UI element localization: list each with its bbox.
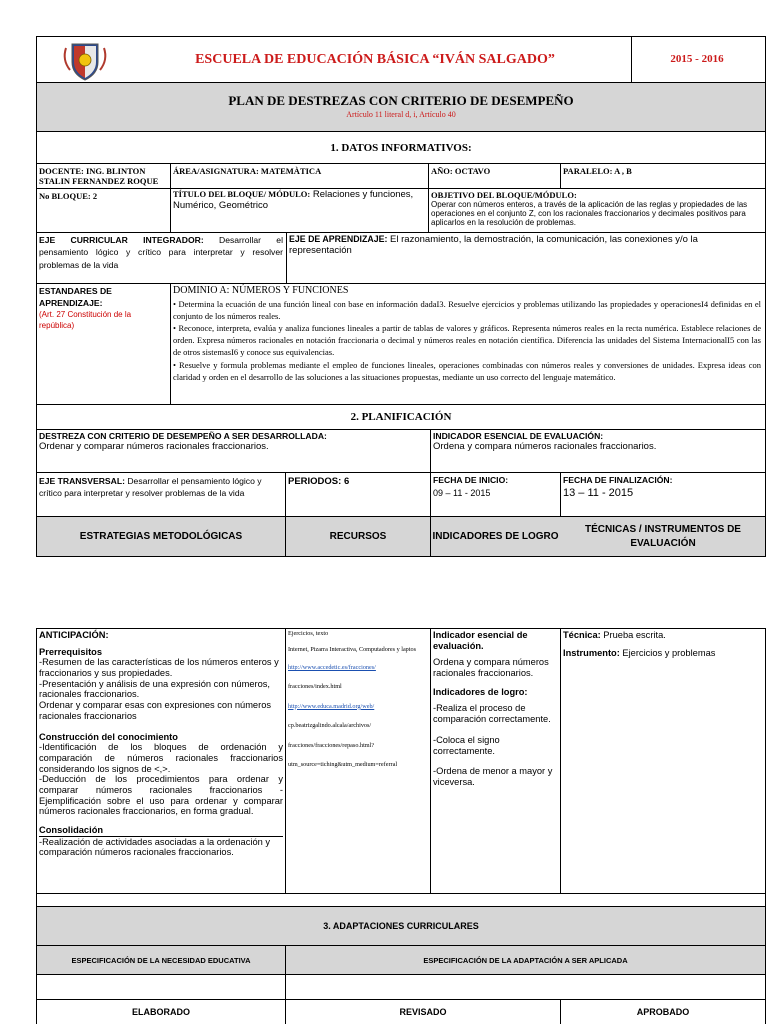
consolidacion-label: Consolidación (39, 825, 104, 835)
eje-aprendizaje-label: EJE DE APRENDIZAJE: (289, 234, 388, 244)
titulo-cell (173, 190, 425, 230)
dominio-item: • Reconoce, interpreta, evalúa y analiza funciones lineales a partir de tablas de valores y gráficos. Representa números reales en la recta numérica. Establece relaciones de orden. Expresa números racionales en notación fraccionaria o decimal y números reales en notación científica. Diferencia las unidades del Sistema InternacionalI5 con las de otros sistemasI6 y conoce sus equivalencias. (173, 323, 761, 358)
logro-item: -Realiza el proceso de comparación correctamente. (433, 703, 551, 725)
estandares-note: (Art. 27 Constitución de la república) (39, 310, 132, 331)
destreza-cell (39, 431, 427, 471)
periodos-cell: PERIODOS: 6 (288, 476, 350, 487)
logro-item: -Ordena de menor a mayor y viceversa. (433, 766, 553, 787)
fecha-inicio-label: FECHA DE INICIO: (433, 475, 509, 485)
col-divider (170, 164, 171, 232)
anio-cell: AÑO: OCTAVO (431, 166, 491, 176)
instrumento-label: Instrumento: (563, 648, 620, 658)
header-recursos: RECURSOS (329, 531, 387, 542)
recurso-link-cont: cp.beatrizgalindo.alcala/archivos/ (288, 722, 372, 730)
destreza-label: DESTREZA CON CRITERIO DE DESEMPEÑO A SER DESARROLLADA: (39, 431, 327, 441)
objetivo-value: Operar con números enteros, a través de la aplicación de las reglas y propiedades de las operaciones en el conjunto Z, con los racionales fraccionarios y decimales positivos para aplicarlos en la resolución de problemas. (431, 200, 748, 228)
school-year: 2015 - 2016 (670, 53, 724, 65)
fecha-fin-cell (563, 475, 761, 513)
necesidad-header: ESPECIFICACIÓN DE LA NECESIDAD EDUCATIVA (71, 955, 251, 965)
eje-curricular-value: Desarrollar el pensamiento lógico y crítico para interpretar y resolver problemas de la vida (39, 235, 283, 270)
indicador-cell (433, 431, 761, 471)
adaptacion-header: ESPECIFICACIÓN DE LA ADAPTACIÓN A SER APLICADA (423, 955, 628, 965)
dominio-title: DOMINIO A: NÚMEROS Y FUNCIONES (173, 285, 349, 296)
recurso-link[interactable]: http://www.accedetic.es/fracciones/ (288, 663, 376, 671)
strategies-cell (39, 630, 283, 892)
eje-transversal-label: EJE TRANSVERSAL: (39, 476, 125, 486)
school-crest (60, 38, 110, 82)
recurso-link-cont: fracciones/index.html (288, 683, 342, 691)
rule (37, 893, 765, 894)
col-divider (170, 284, 171, 404)
eje-aprendizaje-value: El razonamiento, la demostración, la comunicación, las conexiones y/o la representación (289, 234, 698, 256)
col-divider (430, 430, 431, 516)
instrumento-value: Ejercicios y problemas (619, 648, 716, 658)
objetivo-cell (431, 190, 763, 232)
prerreq-item: -Presentación y análisis de una expresión con números, racionales fraccionarios. (39, 678, 271, 700)
recurso-item: Ejercicios, texto (288, 630, 329, 637)
rule (37, 472, 765, 473)
docente-cell: DOCENTE: ING. BLINTON STALIN FERNANDEZ ROQUE (39, 166, 159, 187)
tecnica-line (563, 630, 761, 640)
aprobado-cell: APROBADO (636, 1007, 690, 1017)
prerrequisitos-label: Prerrequisitos (39, 646, 103, 657)
col-divider (560, 164, 561, 188)
fecha-fin-value: 13 – 11 - 2015 (563, 487, 634, 499)
construccion-item: -Identificación de los bloques de ordenación y comparación de números racionales fraccionarios considerando los signos de <,>. (39, 742, 283, 774)
tecnicas-cell (563, 630, 761, 690)
indicador-value: Ordena y compara números racionales fraccionarios. (433, 441, 657, 452)
dominio-item: • Determina la ecuación de una función lineal con base en información dadaI3. Resuelve ejercicios y problemas utilizando las propiedades y operacionesI4 definidas en el conjunto de los números reales. (173, 299, 761, 322)
estandares-label: ESTANDARES DE APRENDIZAJE: (39, 286, 112, 309)
dominio-item: • Resuelve y formula problemas mediante el empleo de funciones lineales, operaciones combinadas con números reales y conversiones de unidades. Expresa ideas con claridad y orden en el desarrollo de las soluciones a las situaciones propuestas, mediante un uso correcto del lenguaje matemático. (173, 359, 761, 382)
school-name: ESCUELA DE EDUCACIÓN BÁSICA “IVÁN SALGADO” (195, 52, 555, 67)
header-estrategias: ESTRATEGIAS METODOLÓGICAS (79, 531, 243, 542)
rule (37, 974, 765, 975)
eje-curricular-label: EJE CURRICULAR INTEGRADOR: (39, 235, 204, 245)
logro-label: Indicadores de logro: (433, 686, 528, 697)
logro-item: -Coloca el signo correctamente. (433, 734, 500, 756)
header-indicadores: INDICADORES DE LOGRO (432, 531, 559, 542)
construccion-item: -Deducción de los procedimientos para ordenar y comparar números racionales fraccionarios -Ejemplificación sobre el uso para ordenar y comparar números racionales fraccionarios, en forma gradual. (39, 774, 283, 817)
fecha-inicio-value: 09 – 11 - 2015 (433, 488, 491, 498)
eje-aprendizaje-cell (289, 234, 759, 262)
eje-curricular-cell (39, 234, 283, 274)
area-cell: ÁREA/ASIGNATURA: MATEMÀTICA (173, 166, 322, 176)
rule (37, 404, 765, 405)
indicadores-cell (433, 630, 558, 892)
anticipacion-label: ANTICIPACIÓN: (39, 630, 109, 640)
crest-icon (60, 38, 110, 82)
estandares-cell (39, 285, 167, 345)
tecnica-value: Prueba escrita. (600, 630, 666, 640)
section3-title: 3. ADAPTACIONES CURRICULARES (323, 921, 479, 931)
tecnica-label: Técnica: (563, 630, 601, 640)
objetivo-label: OBJETIVO DEL BLOQUE/MÓDULO: (431, 190, 577, 200)
col-divider (560, 628, 561, 893)
rule (37, 999, 765, 1000)
recurso-link-cont: utm_source=tiching&utm_medium=referral (288, 761, 398, 769)
indicador-esencial-value: Ordena y compara números racionales fraccionarios. (433, 657, 549, 679)
col-divider (285, 628, 286, 893)
indicador-esencial-label: Indicador esencial de evaluación. (433, 630, 528, 651)
plan-title: PLAN DE DESTREZAS CON CRITERIO DE DESEMPEÑO (228, 93, 574, 108)
col-divider (285, 473, 286, 516)
rule (37, 163, 765, 164)
revisado-cell: REVISADO (399, 1007, 447, 1017)
section2-title: 2. PLANIFICACIÓN (350, 411, 452, 423)
recurso-item: Internet, Pizarra Interactiva, Computadores y laptos (288, 646, 417, 654)
rule (37, 429, 765, 430)
recursos-cell (288, 630, 429, 830)
fecha-inicio-cell (433, 475, 558, 513)
destreza-value: Ordenar y comparar números racionales fraccionarios. (39, 441, 269, 452)
bloque-cell: No BLOQUE: 2 (39, 191, 98, 201)
col-divider (286, 233, 287, 283)
plan-subtitle: Artículo 11 literal d, i, Artículo 40 (346, 109, 456, 119)
prerreq-item: Ordenar y comparar esas con expresiones con números racionales fraccionarios (39, 700, 272, 721)
col-divider (430, 628, 431, 893)
section1-title: 1. DATOS INFORMATIVOS: (330, 142, 472, 154)
header-tecnicas: TÉCNICAS / INSTRUMENTOS DE EVALUACIÓN (585, 523, 741, 549)
recurso-link-cont: fracciones/fracciones/repaso.html? (288, 741, 375, 749)
titulo-label: TÍTULO DEL BLOQUE/ MÓDULO: (173, 189, 311, 199)
col-divider (428, 164, 429, 232)
rule (37, 232, 765, 233)
recurso-link[interactable]: http://www.educa.madrid.org/web/ (288, 702, 375, 710)
elaborado-cell: ELABORADO (132, 1007, 190, 1017)
paralelo-cell: PARALELO: A , B (563, 166, 632, 176)
prerreq-item: -Resumen de las características de los números enteros y fraccionarios y sus propiedades. (39, 657, 279, 679)
titulo-value: Relaciones y funciones, Numérico, Geométrico (173, 189, 414, 211)
consolidacion-item: -Realización de actividades asociadas a la ordenación y comparación números racionales fraccionarios. (39, 836, 283, 858)
eje-transversal-cell (39, 475, 283, 515)
indicador-label: INDICADOR ESENCIAL DE EVALUACIÓN: (433, 431, 604, 441)
construccion-label: Construcción del conocimiento (39, 731, 178, 742)
fecha-fin-label: FECHA DE FINALIZACIÓN: (563, 475, 673, 485)
dominio-cell (173, 284, 761, 404)
eje-transversal-value: Desarrollar el pensamiento lógico y crítico para interpretar y resolver problemas de la vida (39, 476, 262, 499)
instrumento-line (563, 648, 761, 658)
